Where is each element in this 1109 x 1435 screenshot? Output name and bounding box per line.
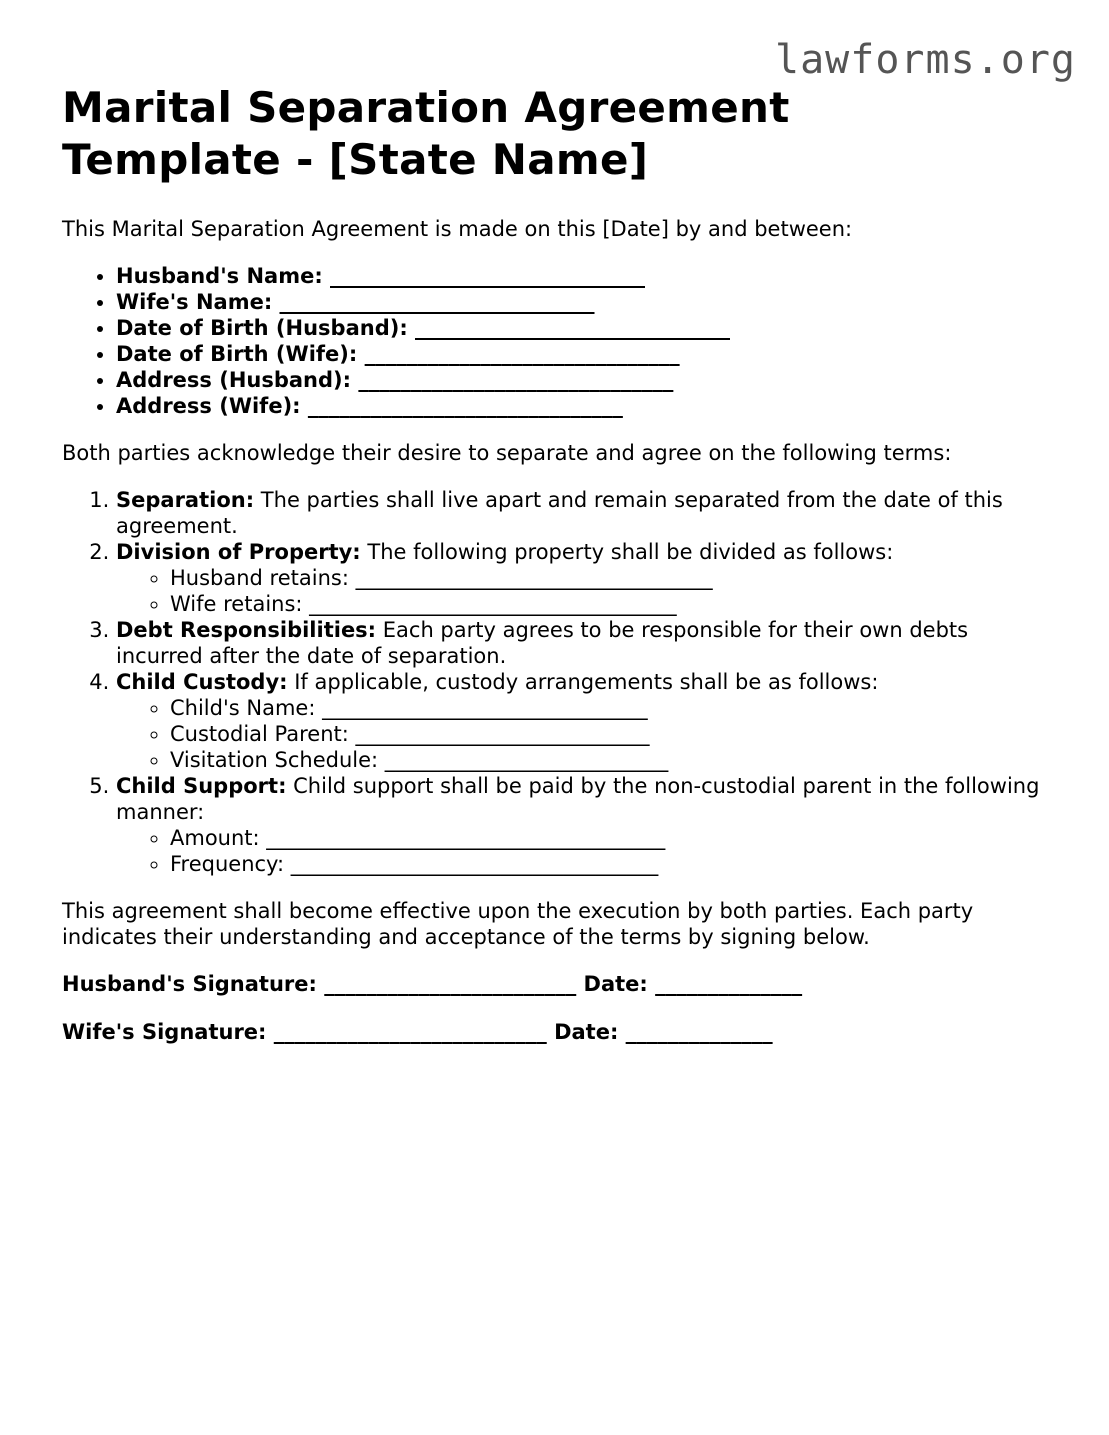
wife-signature-line: Wife's Signature: __________________________ Date: ______________ <box>62 1020 773 1044</box>
term-division-of-property <box>116 539 1052 617</box>
term-text: Child support shall be paid by the non-custodial parent in the following manner: <box>116 774 1040 824</box>
property-sublist <box>116 565 1052 617</box>
custody-sublist <box>116 695 1052 773</box>
husband-signature-line: Husband's Signature: ________________________ Date: ______________ <box>62 972 803 996</box>
sub-field-frequency: ◦ Frequency: ___________________________________ <box>170 851 1052 877</box>
title-line-2: Template - [State Name] <box>62 135 649 184</box>
sub-field-custodial-parent: ◦ Custodial Parent: ____________________________ <box>170 721 1052 747</box>
term-text: The following property shall be divided as follows: <box>360 540 894 564</box>
term-heading: Division of Property: <box>116 540 361 564</box>
closing-paragraph: This agreement shall become effective upon the execution by both parties. Each party indicates their understanding and acceptance of the terms by signing below. <box>62 899 974 949</box>
term-heading: Debt Responsibilities: <box>116 618 377 642</box>
party-field-wife-name: • Wife's Name: ______________________________ <box>116 289 1052 315</box>
party-field-husband-name: • Husband's Name: ______________________________ <box>116 263 1052 289</box>
party-field-wife-address: • Address (Wife): ______________________________ <box>116 393 1052 419</box>
term-text: The parties shall live apart and remain separated from the date of this agreement. <box>116 488 1003 538</box>
term-text: Each party agrees to be responsible for their own debts incurred after the date of separation. <box>116 618 969 668</box>
party-field-husband-address: • Address (Husband): ______________________________ <box>116 367 1052 393</box>
term-separation <box>116 487 1052 539</box>
support-sublist <box>116 825 1052 877</box>
term-child-custody <box>116 669 1052 773</box>
acknowledge-paragraph: Both parties acknowledge their desire to separate and agree on the following terms: <box>62 441 952 465</box>
title-line-1: Marital Separation Agreement <box>62 83 790 132</box>
term-debt-responsibilities <box>116 617 1052 669</box>
term-text: If applicable, custody arrangements shall be as follows: <box>287 670 879 694</box>
intro-paragraph: This Marital Separation Agreement is made on this [Date] by and between: <box>62 217 853 241</box>
sub-field-visitation-schedule: ◦ Visitation Schedule: ___________________________ <box>170 747 1052 773</box>
document-body <box>62 82 1052 1045</box>
terms-list <box>62 487 1052 877</box>
page-title <box>62 82 1052 186</box>
term-heading: Child Custody: <box>116 670 288 694</box>
term-child-support <box>116 773 1052 877</box>
site-watermark: lawforms.org <box>775 37 1076 83</box>
term-heading: Separation: <box>116 488 255 512</box>
party-details-list <box>62 263 1052 419</box>
sub-field-child-name: ◦ Child's Name: _______________________________ <box>170 695 1052 721</box>
party-field-wife-dob: • Date of Birth (Wife): ______________________________ <box>116 341 1052 367</box>
sub-field-amount: ◦ Amount: ______________________________________ <box>170 825 1052 851</box>
term-heading: Child Support: <box>116 774 287 798</box>
sub-field-wife-retains: ◦ Wife retains: ___________________________________ <box>170 591 1052 617</box>
sub-field-husband-retains: ◦ Husband retains: __________________________________ <box>170 565 1052 591</box>
party-field-husband-dob: • Date of Birth (Husband): ______________________________ <box>116 315 1052 341</box>
